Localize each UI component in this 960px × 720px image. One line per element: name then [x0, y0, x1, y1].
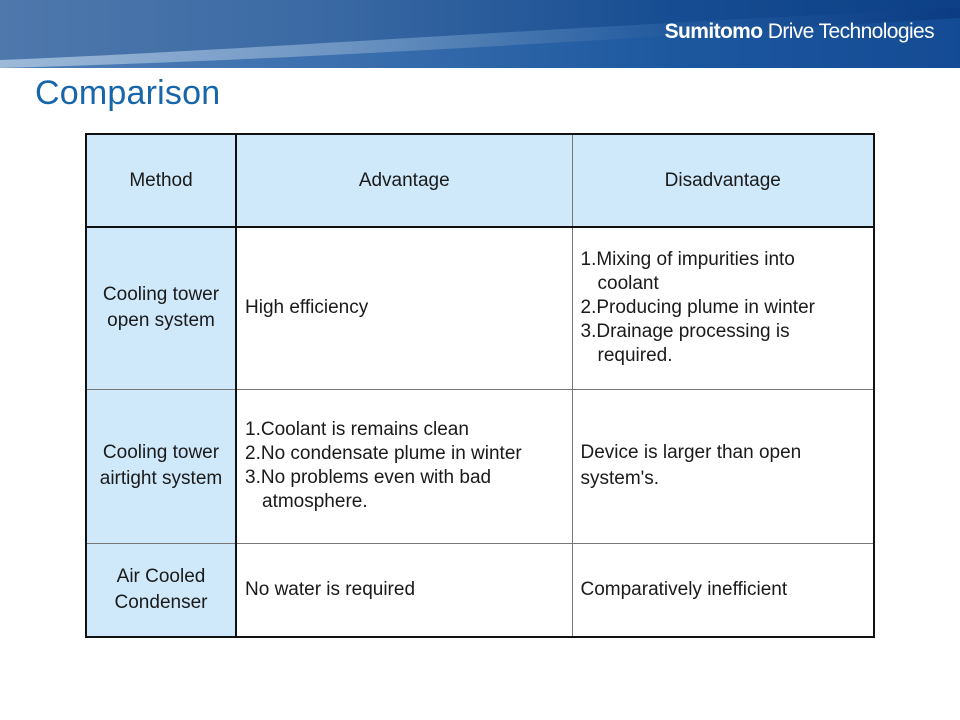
disadvantage-cell [572, 227, 874, 389]
method-cell [86, 227, 236, 389]
list-item: 1.Coolant is remains clean [245, 419, 469, 440]
brand-logo-rest: Drive Technologies [767, 20, 934, 43]
advantage-list [245, 418, 566, 514]
advantage-text: No water is required [245, 578, 416, 600]
method-label: Cooling tower airtight system [99, 442, 223, 489]
disadvantage-cell [572, 389, 874, 543]
advantage-text: High efficiency [245, 297, 369, 319]
column-header-disadvantage: Disadvantage [572, 134, 874, 227]
list-item: 3.Drainage processing is required. [580, 321, 790, 367]
list-item: 3.No problems even with bad atmosphere. [245, 467, 492, 512]
disadvantage-text: Device is larger than open system's. [580, 442, 802, 489]
method-cell [86, 389, 236, 543]
advantage-cell [236, 543, 572, 637]
brand-logo [665, 20, 934, 44]
disadvantage-cell [572, 543, 874, 637]
disadvantage-list [581, 248, 868, 368]
column-header-method: Method [86, 134, 236, 227]
table-row [86, 543, 874, 637]
advantage-cell [236, 227, 572, 389]
disadvantage-text: Comparatively inefficient [580, 578, 788, 600]
list-item: 1.Mixing of impurities into coolant [580, 249, 795, 295]
table-row [86, 227, 874, 389]
brand-logo-bold: Sumitomo [664, 20, 763, 43]
header-band [0, 0, 960, 68]
table-header-row [86, 134, 874, 227]
advantage-cell [236, 389, 572, 543]
table-row [86, 389, 874, 543]
column-header-advantage: Advantage [236, 134, 572, 227]
list-item: 2.Producing plume in winter [580, 297, 815, 319]
method-label: Air Cooled Condenser [114, 565, 208, 613]
list-item: 2.No condensate plume in winter [245, 443, 522, 464]
slide-title: Comparison [35, 74, 221, 112]
method-cell [86, 543, 236, 637]
comparison-table [85, 133, 875, 638]
method-label: Cooling tower open system [102, 284, 220, 332]
